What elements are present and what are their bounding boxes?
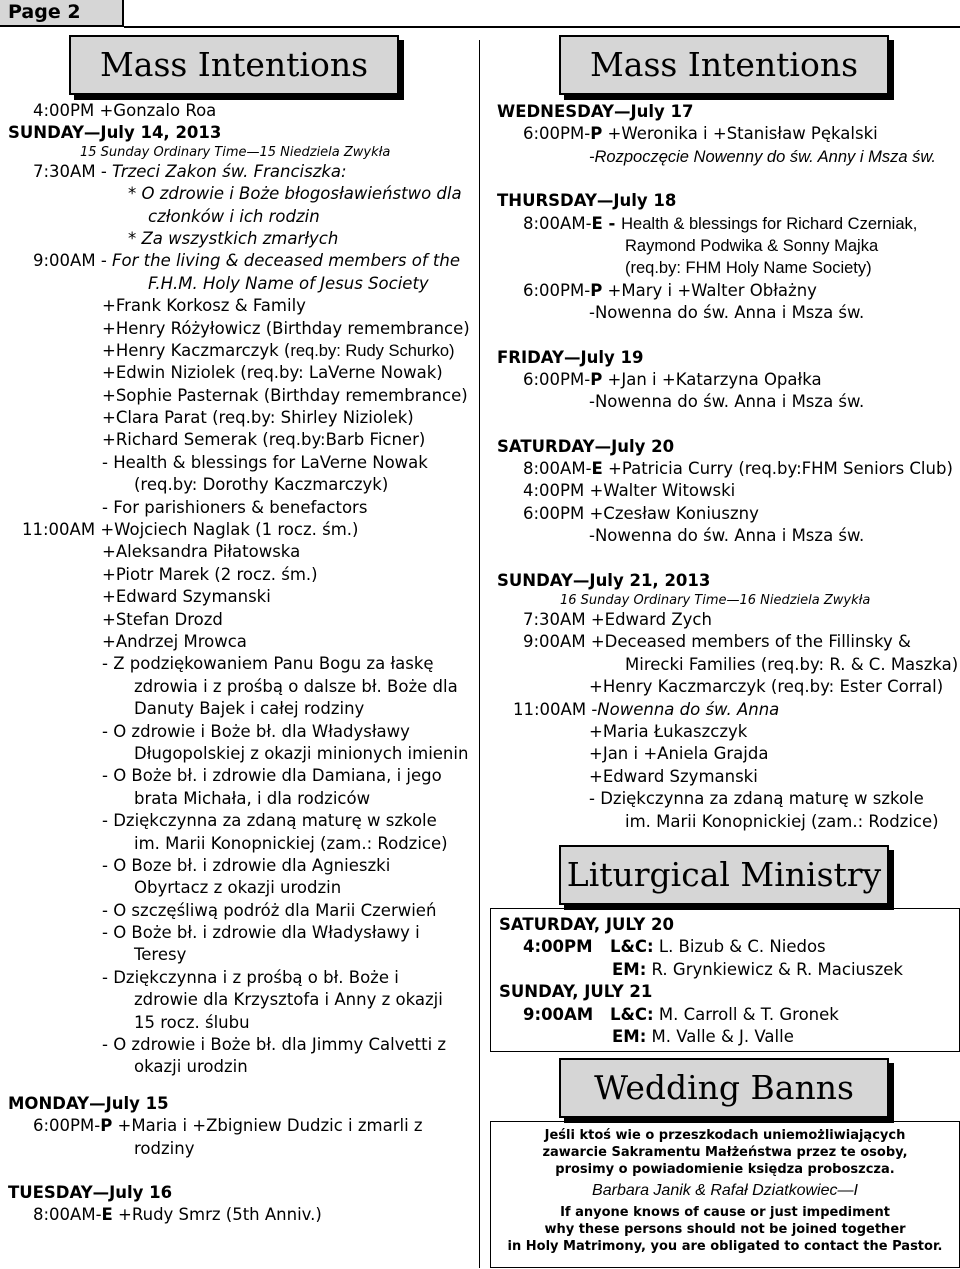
liturgical-day: 16 Sunday Ordinary Time—16 Niedziela Zwykła	[560, 593, 871, 609]
wedding-banns-text	[490, 1127, 960, 1255]
intention-line: 4:00PM +Walter Witowski	[523, 481, 736, 501]
mass-time: 8:00AM-	[523, 459, 592, 479]
intention-line: -Rozpoczęcie Nowenny do św. Anny i Msza św.	[589, 147, 936, 166]
intention-text: +Maria i +Zbigniew Dudzic i zmarli z	[112, 1116, 423, 1136]
intention-line: +Stefan Drozd	[102, 609, 223, 629]
intention-line: +Edward Szymanski	[589, 766, 758, 786]
ministry-role: L&C:	[610, 937, 654, 957]
intention-line: - Dziękczynna i z prośbą o bł. Boże i	[102, 967, 399, 987]
intention-line: brata Michała, i dla rodziców	[134, 788, 371, 808]
intention-line	[497, 699, 960, 721]
intention-line	[497, 123, 960, 145]
intention-line: Obyrtacz z okazji urodzin	[134, 878, 342, 898]
intention-line	[497, 302, 960, 324]
intention-line: +Henry Kaczmarczyk (req.by: Ester Corral)	[589, 677, 944, 697]
intention-line	[497, 213, 960, 235]
mass-time: 8:00AM-	[523, 213, 592, 233]
intention-line: +Andrzej Mrowca	[102, 631, 247, 651]
intention-line: - O szczęśliwą podróż dla Marii Czerwień	[102, 900, 437, 920]
mass-language: E -	[591, 213, 622, 233]
intention-line: +Henry Różyłowicz (Birthday remembrance)	[102, 318, 470, 338]
intention-line: członków i ich rodzin	[148, 206, 320, 226]
ministry-day-heading: SUNDAY, JULY 21	[499, 982, 653, 1002]
ministry-names: M. Valle & J. Valle	[646, 1026, 794, 1046]
ministry-line	[499, 936, 954, 958]
intention-text: +Jan i +Katarzyna Opałka	[602, 369, 822, 389]
mass-time: 7:30AM -	[33, 161, 113, 181]
ministry-names: M. Carroll & T. Gronek	[653, 1004, 839, 1024]
requested-by: req.by: Rudy Schurko)	[290, 341, 455, 360]
intention-line: zdrowia i z prośbą o dalsze bł. Boże dla	[134, 676, 458, 696]
intention-line: - Health & blessings for LaVerne Nowak	[102, 452, 428, 472]
intention-line: +Aleksandra Piłatowska	[102, 542, 301, 562]
day-heading: SUNDAY—July 21, 2013	[497, 570, 711, 590]
intention-line: +Clara Parat (req.by: Shirley Niziolek)	[102, 408, 414, 428]
intention-line: +Edwin Niziolek (req.by: LaVerne Nowak)	[102, 363, 443, 383]
ministry-role: EM:	[612, 1026, 647, 1046]
intention-line: Mirecki Families (req.by: R. & C. Maszka)	[625, 654, 959, 674]
intention-line: - O Boze bł. i zdrowie dla Agnieszki	[102, 855, 391, 875]
intention-line: +Edward Szymanski	[102, 587, 271, 607]
intention-line: * O zdrowie i Boże błogosławieństwo dla	[128, 184, 462, 204]
intention-line: - For parishioners & benefactors	[102, 497, 368, 517]
intention-text: +Henry Kaczmarczyk (	[102, 340, 291, 360]
liturgical-ministry-schedule	[499, 914, 954, 1048]
wedding-banns-banner: Wedding Banns	[559, 1058, 889, 1118]
intention-line: * Za wszystkich zmarłych	[128, 228, 339, 248]
intention-text: Nowenna do św. Anna	[597, 699, 780, 719]
intention-line: - Dziękczynna za zdaną maturę w szkole	[102, 811, 437, 831]
ministry-role: EM:	[612, 959, 647, 979]
intention-line: okazji urodzin	[134, 1057, 248, 1077]
intention-text: For the living & deceased members of the	[112, 251, 460, 271]
ministry-line	[499, 959, 954, 981]
intention-text: +Mary i +Walter Obłażny	[602, 280, 817, 300]
intention-line: - Z podziękowaniem Panu Bogu za łaskę	[102, 654, 434, 674]
intention-text: -Nowenna do św. Anna i Msza św.	[589, 303, 865, 323]
day-heading: FRIDAY—July 19	[497, 347, 644, 367]
ministry-names: L. Bizub & C. Niedos	[653, 937, 826, 957]
intention-line: - O Boże bł. i zdrowie dla Damiana, i jego	[102, 766, 442, 786]
column-divider	[479, 40, 480, 1268]
mass-time: 8:00AM-	[33, 1205, 102, 1225]
intention-line: +Jan i +Aniela Grajda	[589, 744, 769, 764]
intention-text: Health & blessings for Richard Czerniak,	[621, 214, 918, 233]
intention-line: 9:00AM +Deceased members of the Fillinsky &	[523, 632, 911, 652]
day-heading: WEDNESDAY—July 17	[497, 102, 694, 121]
intention-text: Trzeci Zakon św. Franciszka:	[112, 161, 347, 181]
intention-line	[497, 458, 960, 480]
intention-line: Teresy	[134, 945, 187, 965]
ministry-names: R. Grynkiewicz & R. Maciuszek	[646, 959, 903, 979]
ministry-line	[499, 1026, 954, 1048]
mass-time: 6:00PM-	[523, 124, 591, 144]
intention-line: - O zdrowie i Boże bł. dla Władysławy	[102, 721, 410, 741]
intention-line: F.H.M. Holy Name of Jesus Society	[148, 273, 429, 293]
intention-text: +Patricia Curry (req.by:FHM Seniors Club)	[602, 459, 953, 479]
intention-line	[0, 340, 475, 362]
intention-line: +Maria Łukaszczyk	[589, 721, 748, 741]
intention-line: 11:00AM +Wojciech Naglak (1 rocz. śm.)	[22, 520, 359, 540]
page-label: Page 2	[0, 0, 124, 27]
intention-line: Długopolskiej z okazji minionych imienin	[134, 743, 469, 763]
ministry-time: 4:00PM	[523, 937, 593, 957]
ministry-role: L&C:	[610, 1004, 654, 1024]
intention-line: -Nowenna do św. Anna i Msza św.	[589, 392, 865, 412]
mass-intentions-banner-left: Mass Intentions	[69, 35, 399, 95]
intention-line: - Dziękczynna za zdaną maturę w szkole	[589, 789, 924, 809]
ministry-time: 9:00AM	[523, 1004, 594, 1024]
intention-line	[0, 161, 475, 183]
day-heading: MONDAY—July 15	[8, 1093, 169, 1113]
intention-line: +Sophie Pasternak (Birthday remembrance)	[102, 385, 468, 405]
intention-text: +Rudy Smrz (5th Anniv.)	[112, 1205, 322, 1225]
mass-language: P	[590, 280, 603, 300]
mass-language: P	[590, 369, 603, 389]
right-column	[497, 101, 960, 833]
mass-time: 6:00PM-	[523, 369, 591, 389]
intention-line: zdrowie dla Krzysztofa i Anny z okazji	[134, 990, 443, 1010]
intention-line: im. Marii Konopnickiej (zam.: Rodzice)	[625, 811, 939, 831]
day-heading: SUNDAY—July 14, 2013	[8, 123, 222, 143]
top-rule	[124, 26, 960, 28]
intention-line: -Nowenna do św. Anna i Msza św.	[589, 526, 865, 546]
mass-language: E	[591, 459, 603, 479]
intention-line: 7:30AM +Edward Zych	[523, 610, 712, 630]
mass-language: P	[590, 124, 603, 144]
liturgical-day: 15 Sunday Ordinary Time—15 Niedziela Zwykła	[80, 144, 391, 160]
mass-time: 6:00PM-	[523, 280, 591, 300]
banns-polish-line: zawarcie Sakramentu Małżeństwa przez te osoby,	[542, 1145, 908, 1160]
intention-line: 15 rocz. ślubu	[134, 1012, 250, 1032]
mass-language: P	[100, 1116, 113, 1136]
mass-time: 11:00AM -	[513, 699, 598, 719]
intention-line: +Piotr Marek (2 rocz. śm.)	[102, 564, 318, 584]
mass-time: 9:00AM -	[33, 251, 113, 271]
ministry-line	[499, 1004, 954, 1026]
day-heading: THURSDAY—July 18	[497, 191, 677, 211]
intention-line	[497, 280, 960, 302]
banns-english-line: If anyone knows of cause or just impediment	[560, 1205, 890, 1220]
intention-line: 4:00PM +Gonzalo Roa	[33, 101, 217, 120]
intention-line: Raymond Podwika & Sonny Majka	[625, 236, 879, 255]
mass-intentions-banner-right: Mass Intentions	[559, 35, 889, 95]
banns-couple: Barbara Janik & Rafał Dziatkowiec—I	[592, 1182, 858, 1199]
intention-line	[0, 1204, 475, 1226]
day-heading: SATURDAY—July 20	[497, 436, 675, 456]
intention-line: +Frank Korkosz & Family	[102, 296, 306, 316]
intention-line: - O zdrowie i Boże bł. dla Jimmy Calvetti z	[102, 1035, 447, 1055]
liturgical-ministry-banner: Liturgical Ministry	[559, 845, 889, 905]
intention-line	[497, 369, 960, 391]
mass-language: E	[101, 1205, 113, 1225]
ministry-day-heading: SATURDAY, JULY 20	[499, 915, 674, 934]
intention-line: +Richard Semerak (req.by:Barb Ficner)	[102, 430, 426, 450]
intention-line: im. Marii Konopnickiej (zam.: Rodzice)	[134, 833, 448, 853]
banns-english-line: why these persons should not be joined together	[544, 1222, 906, 1237]
intention-line	[0, 250, 475, 272]
banns-polish-line: prosimy o powiadomienie księdza proboszcza.	[555, 1162, 895, 1177]
mass-time: 6:00PM-	[33, 1116, 101, 1136]
day-heading: TUESDAY—July 16	[8, 1182, 173, 1202]
banns-polish-line: Jeśli ktoś wie o przeszkodach uniemożliwiających	[544, 1128, 906, 1143]
intention-text: +Weronika i +Stanisław Pękalski	[602, 124, 878, 144]
intention-line: Danuty Bajek i całej rodziny	[134, 699, 365, 719]
intention-line: - O Boże bł. i zdrowie dla Władysławy i	[102, 923, 420, 943]
left-column	[0, 100, 475, 1227]
banns-english-line: in Holy Matrimony, you are obligated to contact the Pastor.	[507, 1239, 943, 1254]
intention-line: (req.by: FHM Holy Name Society)	[625, 259, 872, 278]
intention-line: rodziny	[134, 1138, 195, 1158]
intention-line: (req.by: Dorothy Kaczmarczyk)	[134, 475, 389, 495]
intention-line: 6:00PM +Czesław Koniuszny	[523, 503, 759, 523]
intention-line	[0, 1115, 475, 1137]
